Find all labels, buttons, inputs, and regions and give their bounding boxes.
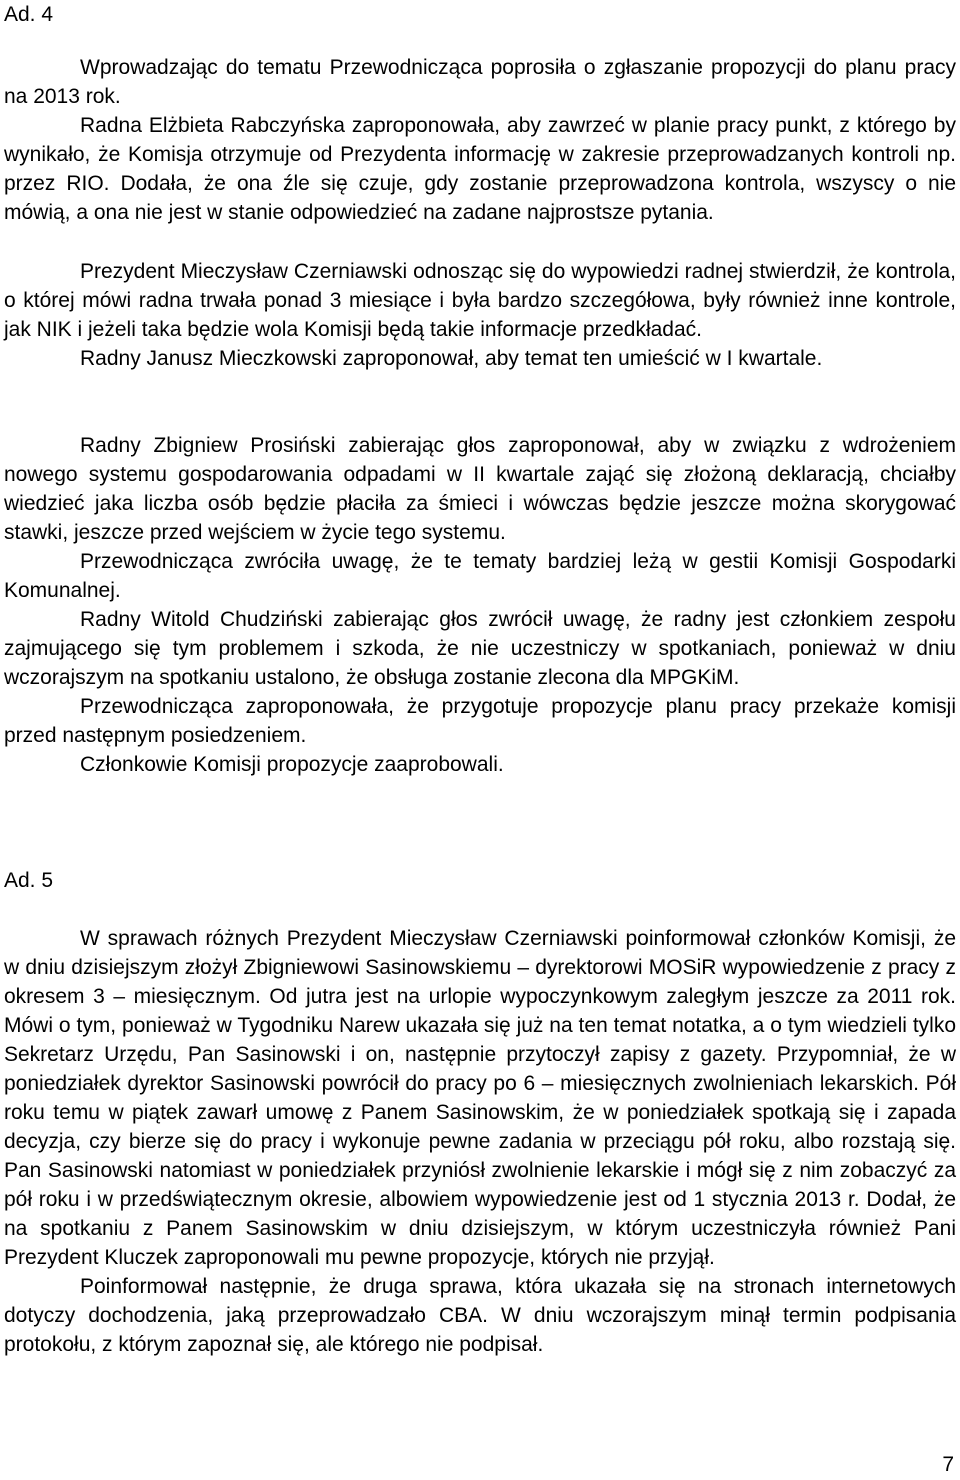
section-ad4-body-3 [4,431,956,779]
section-heading-ad4: Ad. 4 [4,3,54,26]
paragraph: Radny Zbigniew Prosiński zabierając głos zaproponował, aby w związku z wdrożeniem nowego systemu gospodarowania odpadami w II kwartale zająć się złożoną deklaracją, chciałby wiedzieć jaka liczba osób będzie płaciła za śmieci i wówczas będzie jeszcze można skorygować stawki, jeszcze przed wejściem w życie tego systemu. [4,434,956,544]
section-ad5-body [4,924,956,1359]
paragraph: Radny Witold Chudziński zabierając głos zwrócił uwagę, że radny jest członkiem zespołu zajmującego się tym problemem i szkoda, że nie uczestniczy w spotkaniach, ponieważ w dniu wczorajszym na spotkaniu ustalono, że obsługa zostanie zlecona dla MPGKiM. [4,608,956,689]
paragraph: Członkowie Komisji propozycje zaaprobowali. [80,753,504,776]
paragraph: Radny Janusz Mieczkowski zaproponował, aby temat ten umieścić w I kwartale. [80,347,823,370]
paragraph: Prezydent Mieczysław Czerniawski odnosząc się do wypowiedzi radnej stwierdził, że kontrola, o której mówi radna trwała ponad 3 miesiące i była bardzo szczegółowa, były również inne kontrole, jak NIK i jeżeli taka będzie wola Komisji będą takie informacje przedkładać. [4,260,956,341]
page-number: 7 [942,1453,954,1476]
paragraph: Przewodnicząca zwróciła uwagę, że te tematy bardziej leżą w gestii Komisji Gospodarki Komunalnej. [4,550,956,602]
section-ad4-body-2 [4,257,956,373]
paragraph: W sprawach różnych Prezydent Mieczysław Czerniawski poinformował członków Komisji, że w dniu dzisiejszym złożył Zbigniewowi Sasinowskiemu – dyrektorowi MOSiR wypowiedzenie z pracy z okresem 3 – miesięcznym. Od jutra jest na urlopie wypoczynkowym zaległym jeszcze za 2011 rok. Mówi o tym, ponieważ w Tygodniku Narew ukazała się już na ten temat notatka, a o tym wiedzieli tylko Sekretarz Urzędu, Pan Sasinowski i on, następnie przytoczył zapisy z gazety. Przypomniał, że w poniedziałek dyrektor Sasinowski powrócił do pracy po 6 – miesięcznych zwolnieniach lekarskich. Pół roku temu w piątek zawarł umowę z Panem Sasinowskim, że w poniedziałek spotkają się i zapada decyzja, czy bierze się do pracy i wykonuje pewne zadania w przeciągu pół roku, albo rozstają się. Pan Sasinowski natomiast w poniedziałek przyniósł zwolnienie lekarskie i mógł się z nim zobaczyć za pół roku i w przedświątecznym okresie, albowiem wypowiedzenie jest od 1 stycznia 2013 r. Dodał, że na spotkaniu z Panem Sasinowskim w dniu dzisiejszym, w którym uczestniczyła również Pani Prezydent Kluczek zaproponowali mu pewne propozycje, których nie przyjął. [4,927,956,1269]
section-ad4-body [4,53,956,227]
section-heading-ad5: Ad. 5 [4,869,54,892]
paragraph: Wprowadzając do tematu Przewodnicząca poprosiła o zgłaszanie propozycji do planu pracy na 2013 rok. [4,56,956,108]
paragraph: Poinformował następnie, że druga sprawa, która ukazała się na stronach internetowych dotyczy dochodzenia, jaką przeprowadzało CBA. W dniu wczorajszym minął termin podpisania protokołu, z którym zapoznał się, ale którego nie podpisał. [4,1275,956,1356]
paragraph: Przewodnicząca zaproponowała, że przygotuje propozycje planu pracy przekaże komisji przed następnym posiedzeniem. [4,695,956,747]
paragraph: Radna Elżbieta Rabczyńska zaproponowała, aby zawrzeć w planie pracy punkt, z którego by wynikało, że Komisja otrzymuje od Prezydenta informację w zakresie przeprowadzanych kontroli np. przez RIO. Dodała, że ona źle się czuje, gdy zostanie przeprowadzona kontrola, wszyscy o nie mówią, a ona nie jest w stanie odpowiedzieć na zadane najprostsze pytania. [4,114,956,224]
